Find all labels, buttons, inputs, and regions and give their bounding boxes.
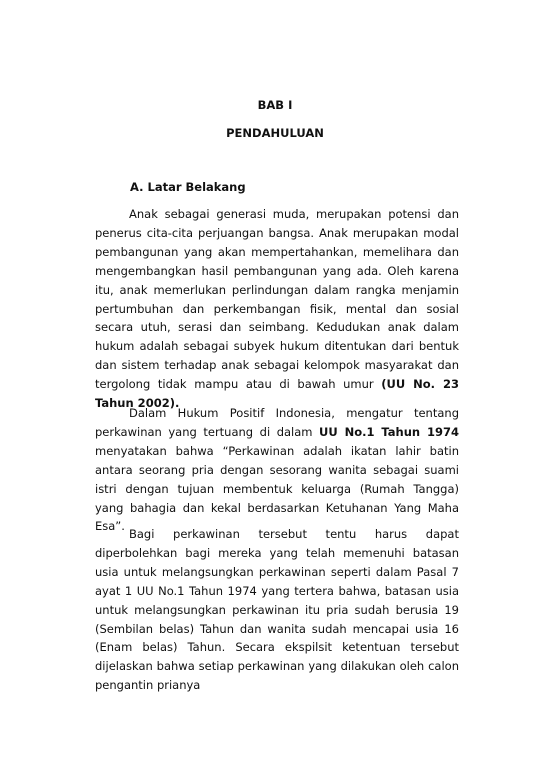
paragraph-2-text-a: Dalam Hukum Positif Indonesia, mengatur tentang perkawinan yang tertuang di dalam bbox=[95, 406, 459, 439]
paragraph-2 bbox=[95, 404, 459, 536]
chapter-number: BAB I bbox=[257, 98, 293, 112]
paragraph-1 bbox=[95, 205, 459, 413]
section-heading: A. Latar Belakang bbox=[130, 180, 246, 194]
paragraph-1-text: Anak sebagai generasi muda, merupakan potensi dan penerus cita-cita perjuangan bangsa. Anak merupakan modal pembangunan yang akan mempertahankan, memelihara dan mengembangkan hasil pembangunan yang ada. Oleh karena itu, anak memerlukan perlindungan dalam rangka menjamin pertumbuhan dan perkembangan fisik, mental dan sosial secara utuh, serasi dan seimbang. Kedudukan anak dalam hukum adalah sebagai subyek hukum ditentukan dari bentuk dan sistem terhadap anak sebagai kelompok masyarakat dan tergolong tidak mampu atau di bawah umur bbox=[95, 207, 459, 392]
chapter-title: PENDAHULUAN bbox=[226, 126, 324, 140]
paragraph-1-reference: (UU No. 23 Tahun 2002). bbox=[95, 377, 459, 411]
paragraph-3-text: Bagi perkawinan tersebut tentu harus dapat diperbolehkan bagi mereka yang telah memenuhi batasan usia untuk melangsungkan perkawinan seperti dalam Pasal 7 ayat 1 UU No.1 Tahun 1974 yang tertera bahwa, batasan usia untuk melangsungkan perkawinan itu pria sudah berusia 19 (Sembilan belas) Tahun dan wanita sudah mencapai usia 16 (Enam belas) Tahun. Secara ekspilsit ketentuan tersebut dijelaskan bahwa setiap perkawinan yang dilakukan oleh calon pengantin prianya bbox=[95, 527, 459, 693]
paragraph-2-reference: UU No.1 Tahun 1974 bbox=[319, 424, 459, 439]
paragraph-2-text-b: menyatakan bahwa “Perkawinan adalah ikatan lahir batin antara seorang pria dengan sesorang wanita sebagai suami istri dengan tujuan membentuk keluarga (Rumah Tangga) yang bahagia dan kekal berdasarkan Ketuhanan Yang Maha Esa”. bbox=[95, 443, 459, 534]
paragraph-3 bbox=[95, 525, 459, 695]
